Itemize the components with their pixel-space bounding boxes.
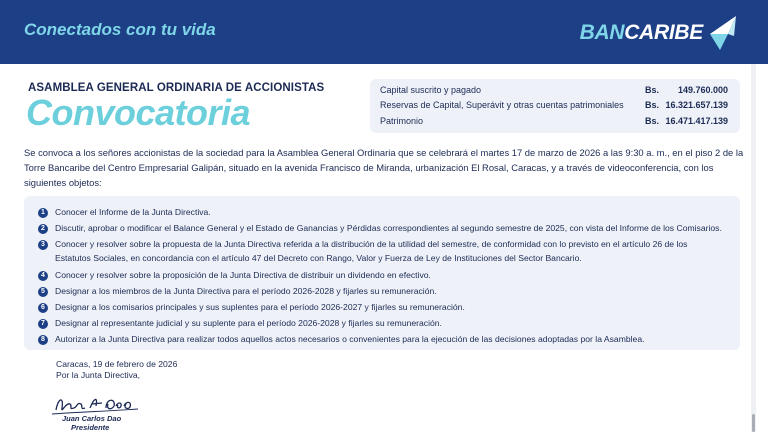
capital-value: 16.471.417.139 (665, 116, 728, 126)
item-number-badge: 5 (38, 287, 48, 297)
agenda-text: Autorizar a la Junta Directiva para realizar todos aquellos actos necesarios o convenientes para la ejecución de las decisiones adoptadas por la Asamblea. (55, 334, 645, 344)
capital-label: Patrimonio (380, 116, 424, 126)
page-title: Convocatoria (26, 92, 251, 133)
intro-paragraph: Se convoca a los señores accionistas de la sociedad para la Asamblea General Ordinaria que se celebrará el martes 17 de marzo de 2026 a las 9:30 a. m., en el piso 2 de la Torre Bancaribe del Centro Empresarial Galipán, situado en la avenida Francisco de Miranda, urbanización El Rosal, Caracas, y a través de videoconferencia, con los siguientes objetos: (24, 147, 744, 188)
signatory-board: Por la Junta Directiva, (56, 370, 141, 380)
agenda-text: Conocer y resolver sobre la proposición de la Junta Directiva de distribuir un dividendo en efectivo. (55, 270, 431, 280)
agenda-text: Conocer y resolver sobre la propuesta de la Junta Directiva referida a la distribución de la utilidad del semestre, de conformidad con lo previsto en el artículo 26 de los Estatutos Sociales, en concordancia con el artículo 47 del Decreto con Rango, Valor y Fuerza de Ley de Instituciones del Sector Bancario. (55, 239, 688, 263)
signatory-name: Juan Carlos Dao (62, 414, 122, 423)
item-number-badge: 8 (38, 335, 48, 345)
agenda-text: Designar a los miembros de la Junta Directiva para el período 2026-2028 y fijarles su remuneración. (55, 286, 437, 296)
scrollbar-track[interactable] (751, 64, 756, 432)
item-number-badge: 4 (38, 271, 48, 281)
capital-value: 16.321.657.139 (665, 100, 728, 110)
place-date: Caracas, 19 de febrero de 2026 (56, 359, 178, 369)
capital-summary-box (370, 79, 740, 133)
scrollbar-thumb[interactable] (752, 414, 755, 432)
item-number-badge: 3 (38, 240, 48, 250)
capital-label: Capital suscrito y pagado (380, 85, 482, 95)
capital-row (380, 115, 730, 130)
logo-wordmark: BANCARIBE (579, 21, 703, 44)
signatory-role: Presidente (71, 423, 110, 432)
bancaribe-arrow-logo-icon (706, 14, 738, 52)
agenda-text: Designar al representante judicial y su suplente para el período 2026-2028 y fijarles su remuneración. (55, 318, 442, 328)
agenda-text: Designar a los comisarios principales y sus suplentes para el período 2026-2027 y fijarles su remuneración. (55, 302, 465, 312)
tagline: Conectados con tu vida (24, 20, 216, 39)
capital-row (380, 99, 730, 114)
header-banner (0, 0, 768, 64)
currency-label: Bs. (645, 116, 660, 126)
agenda-text: Conocer el Informe de la Junta Directiva. (55, 207, 211, 217)
currency-label: Bs. (645, 85, 660, 95)
currency-label: Bs. (645, 100, 660, 110)
item-number-badge: 7 (38, 319, 48, 329)
item-number-badge: 2 (38, 224, 48, 234)
assembly-title: ASAMBLEA GENERAL ORDINARIA DE ACCIONISTAS (28, 82, 325, 94)
capital-value: 149.760.000 (677, 85, 728, 95)
capital-row (380, 84, 730, 99)
item-number-badge: 6 (38, 303, 48, 313)
capital-label: Reservas de Capital, Superávit y otras cuentas patrimoniales (380, 100, 624, 110)
item-number-badge: 1 (38, 208, 48, 218)
bancaribe-logo (580, 14, 738, 52)
agenda-text: Discutir, aprobar o modificar el Balance General y el Estado de Ganancias y Pérdidas correspondientes al segundo semestre de 2025, con vista del Informe de los Comisarios. (55, 223, 722, 233)
agenda-list (24, 196, 740, 350)
